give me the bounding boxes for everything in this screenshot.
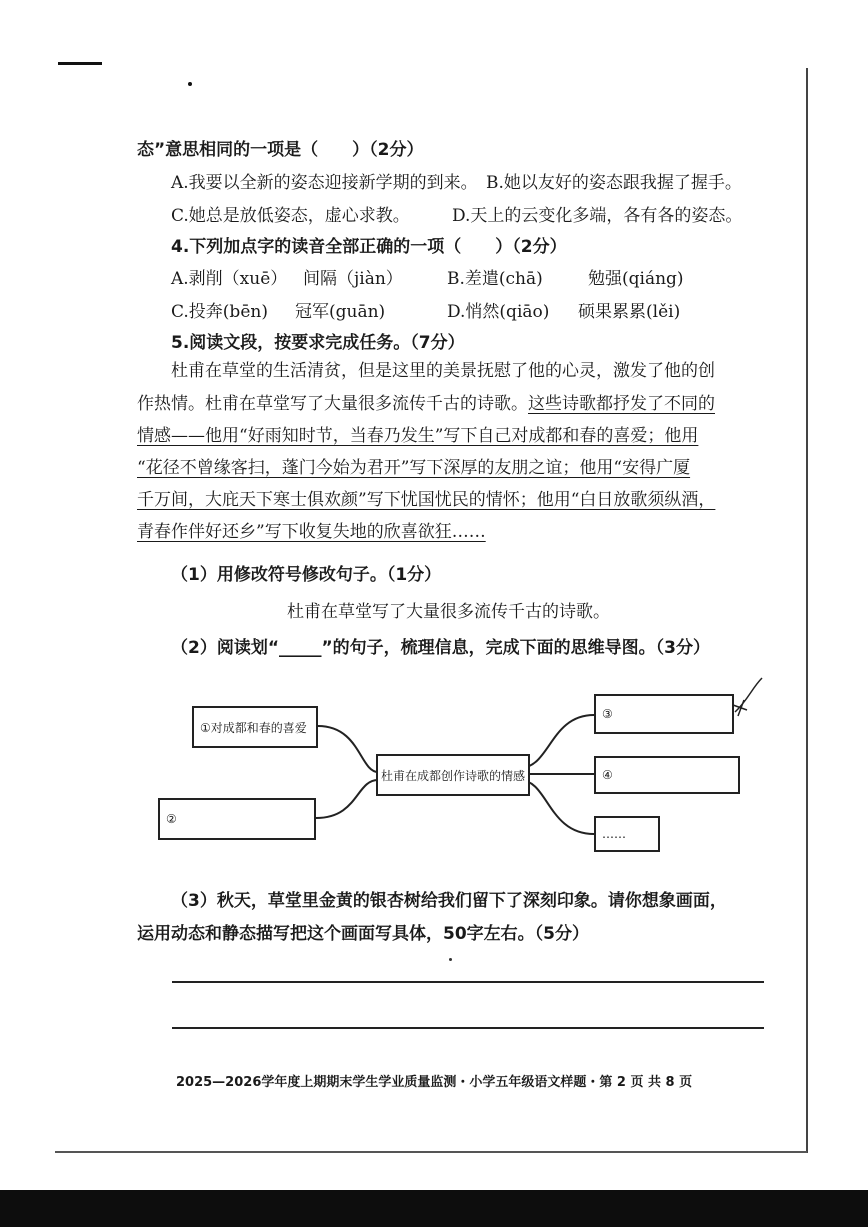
q4-option-b1: B.差遣(chā)	[447, 269, 543, 289]
q3-option-d: D.天上的云变化多端，各有各的姿态。	[452, 206, 743, 226]
mindmap-right-box-3[interactable]: ③	[594, 694, 734, 734]
passage-line-1: 杜甫在草堂的生活清贫，但是这里的美景抚慰了他的心灵，激发了他的创	[171, 361, 715, 381]
passage-line-2-plain: 作热情。杜甫在草堂写了大量很多流传千古的诗歌。	[137, 394, 528, 414]
scan-dot-2	[449, 958, 452, 961]
passage-underlined-start: 这些诗歌都抒发了不同的	[528, 394, 715, 414]
passage-line-3: 情感——他用“好雨知时节，当春乃发生”写下自己对成都和春的喜爱；他用	[137, 426, 699, 446]
mindmap-right-box-more[interactable]: ……	[594, 816, 660, 852]
q4-stem: 4.下列加点字的读音全部正确的一项（ ）（2分）	[171, 237, 567, 257]
passage-line-4: “花径不曾缘客扫，蓬门今始为君开”写下深厚的友朋之谊；他用“安得广厦	[137, 458, 691, 478]
q4-option-a2: 间隔（jiàn）	[303, 269, 403, 289]
q4-option-d2: 硕果累累(lěi)	[578, 302, 681, 322]
q3-stem-tail: 态”意思相同的一项是（ ）（2分）	[137, 140, 424, 160]
passage-line-6: 青春作伴好还乡”写下收复失地的欣喜欲狂……	[137, 522, 486, 542]
mindmap-center-box: 杜甫在成都创作诗歌的情感	[376, 754, 530, 796]
q3-option-b: B.她以友好的姿态跟我握了握手。	[486, 173, 742, 193]
answer-line-2[interactable]	[172, 1027, 764, 1029]
q4-option-c1: C.投奔(bēn)	[171, 302, 268, 322]
q4-option-c2: 冠军(guān)	[295, 302, 386, 322]
q3-option-c: C.她总是放低姿态，虚心求教。	[171, 206, 410, 226]
q4-option-d1: D.悄然(qiāo)	[447, 302, 550, 322]
q4-option-b2: 勉强(qiáng)	[588, 269, 684, 289]
q3-option-a: A.我要以全新的姿态迎接新学期的到来。	[171, 173, 478, 193]
mindmap-right-box-4[interactable]: ④	[594, 756, 740, 794]
q5-stem: 5.阅读文段，按要求完成任务。（7分）	[171, 333, 465, 353]
q5-sub3-line-1: （3）秋天，草堂里金黄的银杏树给我们留下了深刻印象。请你想象画面，	[171, 891, 727, 911]
q4-option-a1: A.剥削（xuē）	[171, 269, 288, 289]
mindmap-left-box-1: ①对成都和春的喜爱	[192, 706, 318, 748]
q5-sub1: （1）用修改符号修改句子。（1分）	[171, 565, 442, 585]
answer-line-1[interactable]	[172, 981, 764, 983]
passage-line-5: 千万间，大庇天下寒士俱欢颜”写下忧国忧民的情怀；他用“白日放歌须纵酒，	[137, 490, 716, 510]
q5-sub1-sentence: 杜甫在草堂写了大量很多流传千古的诗歌。	[287, 602, 610, 622]
mindmap-left-box-2[interactable]: ②	[158, 798, 316, 840]
q5-sub3-line-2: 运用动态和静态描写把这个画面写具体，50字左右。（5分）	[137, 924, 589, 944]
page-footer: 2025—2026学年度上期期末学生学业质量监测・小学五年级语文样题・第 2 页 共 8 页	[176, 1075, 693, 1090]
q5-sub2: （2）阅读划“_____”的句子，梳理信息，完成下面的思维导图。（3分）	[171, 638, 711, 658]
